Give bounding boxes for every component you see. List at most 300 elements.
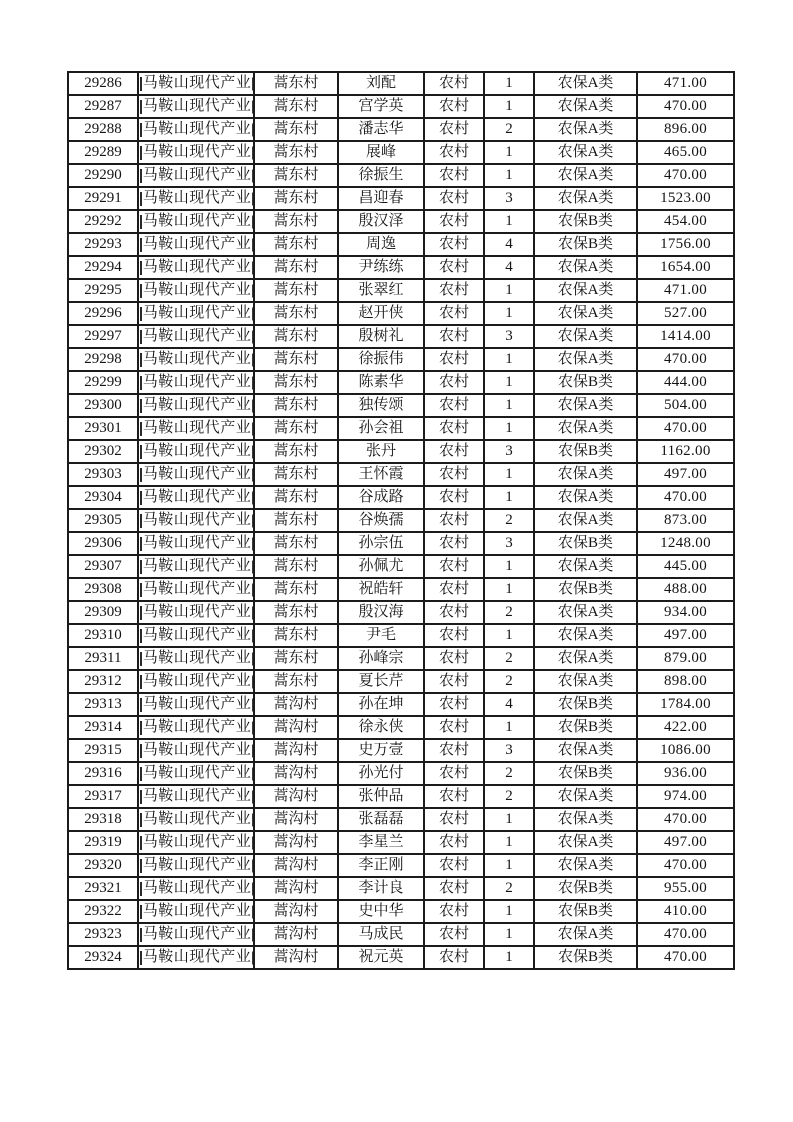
cell-person-count: 1 (484, 808, 534, 831)
cell-employer (138, 417, 254, 440)
employer-text: 马鞍山现代产业 (142, 98, 252, 114)
cell-name: 祝皓轩 (338, 578, 424, 601)
employer-text: 马鞍山现代产业 (142, 857, 252, 873)
cell-residence-type: 农村 (424, 555, 484, 578)
table-row (68, 141, 734, 164)
employer-text: 马鞍山现代产业 (142, 719, 252, 735)
cell-amount: 497.00 (637, 463, 734, 486)
cell-name: 李正刚 (338, 854, 424, 877)
cell-amount: 471.00 (637, 279, 734, 302)
employer-text: 马鞍山现代产业 (142, 75, 252, 91)
cell-residence-type: 农村 (424, 325, 484, 348)
cell-name: 孙光付 (338, 762, 424, 785)
cell-amount: 471.00 (637, 72, 734, 95)
cell-amount: 444.00 (637, 371, 734, 394)
cell-village: 蒿沟村 (254, 716, 338, 739)
table-row (68, 808, 734, 831)
cell-person-count: 3 (484, 739, 534, 762)
cell-person-count: 1 (484, 716, 534, 739)
cell-insurance-type: 农保A类 (534, 394, 637, 417)
cell-insurance-type: 农保A类 (534, 624, 637, 647)
cell-residence-type: 农村 (424, 739, 484, 762)
cell-record-id: 29287 (68, 95, 138, 118)
cell-village: 蒿沟村 (254, 831, 338, 854)
cell-insurance-type: 农保A类 (534, 509, 637, 532)
table-row (68, 785, 734, 808)
cell-insurance-type: 农保A类 (534, 601, 637, 624)
employer-text: 马鞍山现代产业 (142, 650, 252, 666)
table-row (68, 118, 734, 141)
cell-record-id: 29298 (68, 348, 138, 371)
table-row (68, 670, 734, 693)
cell-residence-type: 农村 (424, 348, 484, 371)
cell-residence-type: 农村 (424, 463, 484, 486)
cell-person-count: 1 (484, 348, 534, 371)
cell-person-count: 1 (484, 624, 534, 647)
cell-village: 蒿东村 (254, 440, 338, 463)
cell-name: 尹毛 (338, 624, 424, 647)
cell-amount: 955.00 (637, 877, 734, 900)
cell-employer (138, 946, 254, 969)
table-row (68, 647, 734, 670)
cell-insurance-type: 农保A类 (534, 555, 637, 578)
cell-residence-type: 农村 (424, 164, 484, 187)
cell-name: 王怀霞 (338, 463, 424, 486)
cell-name: 陈素华 (338, 371, 424, 394)
cell-record-id: 29294 (68, 256, 138, 279)
cell-name: 李计良 (338, 877, 424, 900)
cell-record-id: 29296 (68, 302, 138, 325)
cell-employer (138, 739, 254, 762)
employer-text: 马鞍山现代产业 (142, 282, 252, 298)
cell-employer (138, 463, 254, 486)
employer-text: 马鞍山现代产业 (142, 834, 252, 850)
cell-amount: 488.00 (637, 578, 734, 601)
cell-name: 张仲品 (338, 785, 424, 808)
cell-record-id: 29303 (68, 463, 138, 486)
cell-residence-type: 农村 (424, 854, 484, 877)
cell-insurance-type: 农保B类 (534, 762, 637, 785)
cell-village: 蒿沟村 (254, 900, 338, 923)
table-row (68, 578, 734, 601)
cell-insurance-type: 农保B类 (534, 440, 637, 463)
cell-record-id: 29322 (68, 900, 138, 923)
employer-text: 马鞍山现代产业 (142, 673, 252, 689)
cell-name: 祝元英 (338, 946, 424, 969)
cell-residence-type: 农村 (424, 72, 484, 95)
cell-insurance-type: 农保B类 (534, 877, 637, 900)
cell-name: 夏长芹 (338, 670, 424, 693)
employer-text: 马鞍山现代产业 (142, 259, 252, 275)
table-row (68, 555, 734, 578)
cell-person-count: 1 (484, 578, 534, 601)
cell-person-count: 2 (484, 601, 534, 624)
cell-record-id: 29323 (68, 923, 138, 946)
cell-village: 蒿东村 (254, 578, 338, 601)
cell-insurance-type: 农保B类 (534, 946, 637, 969)
cell-person-count: 1 (484, 394, 534, 417)
employer-text: 马鞍山现代产业 (142, 765, 252, 781)
cell-residence-type: 农村 (424, 187, 484, 210)
cell-employer (138, 187, 254, 210)
employer-text: 马鞍山现代产业 (142, 328, 252, 344)
table-row (68, 946, 734, 969)
cell-person-count: 1 (484, 279, 534, 302)
table-row (68, 279, 734, 302)
table-row (68, 256, 734, 279)
cell-name: 徐永侠 (338, 716, 424, 739)
cell-amount: 1784.00 (637, 693, 734, 716)
cell-village: 蒿东村 (254, 279, 338, 302)
employer-text: 马鞍山现代产业 (142, 742, 252, 758)
cell-residence-type: 农村 (424, 509, 484, 532)
cell-residence-type: 农村 (424, 670, 484, 693)
employer-text: 马鞍山现代产业 (142, 236, 252, 252)
cell-village: 蒿沟村 (254, 785, 338, 808)
employer-text: 马鞍山现代产业 (142, 443, 252, 459)
cell-person-count: 1 (484, 555, 534, 578)
cell-residence-type: 农村 (424, 394, 484, 417)
cell-residence-type: 农村 (424, 279, 484, 302)
cell-insurance-type: 农保B类 (534, 900, 637, 923)
employer-text: 马鞍山现代产业 (142, 811, 252, 827)
cell-residence-type: 农村 (424, 693, 484, 716)
cell-amount: 470.00 (637, 923, 734, 946)
cell-insurance-type: 农保A类 (534, 325, 637, 348)
cell-amount: 445.00 (637, 555, 734, 578)
cell-village: 蒿东村 (254, 647, 338, 670)
table-row (68, 187, 734, 210)
cell-insurance-type: 农保A类 (534, 95, 637, 118)
table-row (68, 762, 734, 785)
cell-person-count: 3 (484, 440, 534, 463)
cell-insurance-type: 农保A类 (534, 785, 637, 808)
cell-record-id: 29297 (68, 325, 138, 348)
employer-text: 马鞍山现代产业 (142, 489, 252, 505)
cell-village: 蒿东村 (254, 187, 338, 210)
cell-amount: 470.00 (637, 164, 734, 187)
cell-village: 蒿东村 (254, 463, 338, 486)
cell-record-id: 29288 (68, 118, 138, 141)
cell-residence-type: 农村 (424, 877, 484, 900)
cell-employer (138, 670, 254, 693)
cell-name: 史万壹 (338, 739, 424, 762)
cell-residence-type: 农村 (424, 578, 484, 601)
cell-village: 蒿东村 (254, 95, 338, 118)
cell-employer (138, 762, 254, 785)
payment-table (67, 71, 735, 970)
cell-employer (138, 141, 254, 164)
cell-record-id: 29289 (68, 141, 138, 164)
cell-amount: 1523.00 (637, 187, 734, 210)
cell-employer (138, 325, 254, 348)
cell-name: 李星兰 (338, 831, 424, 854)
cell-employer (138, 279, 254, 302)
cell-person-count: 1 (484, 371, 534, 394)
cell-person-count: 1 (484, 923, 534, 946)
cell-person-count: 2 (484, 118, 534, 141)
employer-text: 马鞍山现代产业 (142, 788, 252, 804)
cell-person-count: 1 (484, 417, 534, 440)
cell-village: 蒿东村 (254, 417, 338, 440)
cell-village: 蒿东村 (254, 233, 338, 256)
cell-person-count: 1 (484, 141, 534, 164)
cell-record-id: 29295 (68, 279, 138, 302)
table-row (68, 486, 734, 509)
cell-village: 蒿沟村 (254, 854, 338, 877)
cell-name: 独传颂 (338, 394, 424, 417)
cell-record-id: 29290 (68, 164, 138, 187)
cell-insurance-type: 农保A类 (534, 164, 637, 187)
cell-person-count: 1 (484, 854, 534, 877)
cell-insurance-type: 农保A类 (534, 187, 637, 210)
table-row (68, 302, 734, 325)
cell-employer (138, 555, 254, 578)
cell-person-count: 1 (484, 900, 534, 923)
cell-record-id: 29302 (68, 440, 138, 463)
cell-employer (138, 900, 254, 923)
table-row (68, 831, 734, 854)
cell-name: 赵开侠 (338, 302, 424, 325)
cell-village: 蒿沟村 (254, 693, 338, 716)
cell-residence-type: 农村 (424, 95, 484, 118)
cell-record-id: 29314 (68, 716, 138, 739)
cell-insurance-type: 农保A类 (534, 647, 637, 670)
cell-amount: 470.00 (637, 808, 734, 831)
cell-amount: 1654.00 (637, 256, 734, 279)
cell-amount: 410.00 (637, 900, 734, 923)
cell-residence-type: 农村 (424, 946, 484, 969)
cell-person-count: 3 (484, 532, 534, 555)
cell-name: 潘志华 (338, 118, 424, 141)
cell-employer (138, 233, 254, 256)
table-row (68, 440, 734, 463)
cell-residence-type: 农村 (424, 716, 484, 739)
cell-employer (138, 532, 254, 555)
cell-employer (138, 118, 254, 141)
table-row (68, 877, 734, 900)
table-row (68, 463, 734, 486)
employer-text: 马鞍山现代产业 (142, 880, 252, 896)
cell-village: 蒿东村 (254, 348, 338, 371)
cell-record-id: 29316 (68, 762, 138, 785)
cell-person-count: 2 (484, 670, 534, 693)
cell-name: 张丹 (338, 440, 424, 463)
employer-text: 马鞍山现代产业 (142, 696, 252, 712)
cell-name: 宫学英 (338, 95, 424, 118)
cell-name: 张翠红 (338, 279, 424, 302)
cell-name: 殷汉泽 (338, 210, 424, 233)
table-row (68, 394, 734, 417)
cell-person-count: 3 (484, 187, 534, 210)
cell-record-id: 29301 (68, 417, 138, 440)
employer-text: 马鞍山现代产业 (142, 420, 252, 436)
cell-record-id: 29308 (68, 578, 138, 601)
cell-insurance-type: 农保A类 (534, 739, 637, 762)
cell-name: 孙佩尤 (338, 555, 424, 578)
cell-record-id: 29311 (68, 647, 138, 670)
cell-village: 蒿东村 (254, 210, 338, 233)
cell-record-id: 29318 (68, 808, 138, 831)
cell-record-id: 29324 (68, 946, 138, 969)
cell-employer (138, 785, 254, 808)
cell-insurance-type: 农保A类 (534, 808, 637, 831)
cell-name: 孙宗伍 (338, 532, 424, 555)
cell-name: 马成民 (338, 923, 424, 946)
cell-person-count: 1 (484, 210, 534, 233)
cell-village: 蒿东村 (254, 509, 338, 532)
cell-employer (138, 72, 254, 95)
table-row (68, 854, 734, 877)
cell-village: 蒿沟村 (254, 946, 338, 969)
cell-employer (138, 716, 254, 739)
cell-employer (138, 578, 254, 601)
cell-employer (138, 256, 254, 279)
table-row (68, 417, 734, 440)
employer-text: 马鞍山现代产业 (142, 144, 252, 160)
employer-text: 马鞍山现代产业 (142, 903, 252, 919)
cell-insurance-type: 农保B类 (534, 578, 637, 601)
cell-amount: 974.00 (637, 785, 734, 808)
cell-record-id: 29305 (68, 509, 138, 532)
employer-text: 马鞍山现代产业 (142, 397, 252, 413)
cell-village: 蒿东村 (254, 72, 338, 95)
cell-name: 谷成路 (338, 486, 424, 509)
cell-amount: 936.00 (637, 762, 734, 785)
cell-person-count: 4 (484, 693, 534, 716)
cell-employer (138, 95, 254, 118)
cell-employer (138, 440, 254, 463)
cell-employer (138, 877, 254, 900)
cell-insurance-type: 农保A类 (534, 256, 637, 279)
table-row (68, 693, 734, 716)
cell-person-count: 1 (484, 946, 534, 969)
cell-employer (138, 923, 254, 946)
cell-employer (138, 624, 254, 647)
cell-employer (138, 302, 254, 325)
cell-name: 史中华 (338, 900, 424, 923)
cell-amount: 470.00 (637, 854, 734, 877)
cell-amount: 1414.00 (637, 325, 734, 348)
cell-residence-type: 农村 (424, 210, 484, 233)
cell-employer (138, 808, 254, 831)
cell-insurance-type: 农保A类 (534, 348, 637, 371)
employer-text: 马鞍山现代产业 (142, 213, 252, 229)
cell-insurance-type: 农保B类 (534, 716, 637, 739)
cell-amount: 1162.00 (637, 440, 734, 463)
cell-residence-type: 农村 (424, 141, 484, 164)
cell-amount: 934.00 (637, 601, 734, 624)
table-row (68, 348, 734, 371)
cell-record-id: 29317 (68, 785, 138, 808)
cell-name: 尹练练 (338, 256, 424, 279)
employer-text: 马鞍山现代产业 (142, 466, 252, 482)
table-row (68, 371, 734, 394)
cell-record-id: 29312 (68, 670, 138, 693)
cell-village: 蒿沟村 (254, 739, 338, 762)
cell-insurance-type: 农保B类 (534, 532, 637, 555)
cell-village: 蒿东村 (254, 325, 338, 348)
cell-amount: 465.00 (637, 141, 734, 164)
employer-text: 马鞍山现代产业 (142, 305, 252, 321)
cell-amount: 422.00 (637, 716, 734, 739)
cell-record-id: 29320 (68, 854, 138, 877)
cell-residence-type: 农村 (424, 256, 484, 279)
cell-amount: 470.00 (637, 946, 734, 969)
cell-record-id: 29304 (68, 486, 138, 509)
cell-residence-type: 农村 (424, 900, 484, 923)
cell-amount: 1248.00 (637, 532, 734, 555)
cell-insurance-type: 农保A类 (534, 279, 637, 302)
cell-person-count: 1 (484, 831, 534, 854)
cell-employer (138, 601, 254, 624)
cell-village: 蒿东村 (254, 164, 338, 187)
cell-person-count: 1 (484, 164, 534, 187)
cell-amount: 470.00 (637, 95, 734, 118)
cell-name: 昌迎春 (338, 187, 424, 210)
cell-village: 蒿东村 (254, 256, 338, 279)
cell-village: 蒿东村 (254, 141, 338, 164)
cell-record-id: 29293 (68, 233, 138, 256)
cell-insurance-type: 农保A类 (534, 486, 637, 509)
cell-residence-type: 农村 (424, 808, 484, 831)
cell-employer (138, 164, 254, 187)
cell-record-id: 29319 (68, 831, 138, 854)
cell-village: 蒿沟村 (254, 808, 338, 831)
cell-record-id: 29300 (68, 394, 138, 417)
cell-employer (138, 394, 254, 417)
employer-text: 马鞍山现代产业 (142, 374, 252, 390)
employer-text: 马鞍山现代产业 (142, 949, 252, 965)
cell-name: 张磊磊 (338, 808, 424, 831)
cell-insurance-type: 农保A类 (534, 831, 637, 854)
cell-employer (138, 371, 254, 394)
cell-insurance-type: 农保A类 (534, 72, 637, 95)
employer-text: 马鞍山现代产业 (142, 351, 252, 367)
employer-text: 马鞍山现代产业 (142, 512, 252, 528)
cell-insurance-type: 农保A类 (534, 854, 637, 877)
cell-name: 刘配 (338, 72, 424, 95)
cell-employer (138, 854, 254, 877)
cell-person-count: 2 (484, 647, 534, 670)
cell-employer (138, 210, 254, 233)
employer-text: 马鞍山现代产业 (142, 558, 252, 574)
cell-residence-type: 农村 (424, 233, 484, 256)
cell-record-id: 29313 (68, 693, 138, 716)
cell-insurance-type: 农保B类 (534, 693, 637, 716)
employer-text: 马鞍山现代产业 (142, 121, 252, 137)
cell-name: 徐振生 (338, 164, 424, 187)
cell-person-count: 2 (484, 877, 534, 900)
cell-insurance-type: 农保B类 (534, 371, 637, 394)
employer-text: 马鞍山现代产业 (142, 190, 252, 206)
cell-insurance-type: 农保A类 (534, 463, 637, 486)
cell-insurance-type: 农保A类 (534, 670, 637, 693)
cell-village: 蒿沟村 (254, 762, 338, 785)
cell-residence-type: 农村 (424, 831, 484, 854)
cell-amount: 873.00 (637, 509, 734, 532)
cell-amount: 470.00 (637, 486, 734, 509)
cell-insurance-type: 农保A类 (534, 417, 637, 440)
cell-residence-type: 农村 (424, 532, 484, 555)
cell-person-count: 1 (484, 95, 534, 118)
cell-record-id: 29307 (68, 555, 138, 578)
cell-amount: 470.00 (637, 348, 734, 371)
employer-text: 马鞍山现代产业 (142, 627, 252, 643)
cell-record-id: 29306 (68, 532, 138, 555)
cell-village: 蒿东村 (254, 371, 338, 394)
cell-person-count: 4 (484, 233, 534, 256)
